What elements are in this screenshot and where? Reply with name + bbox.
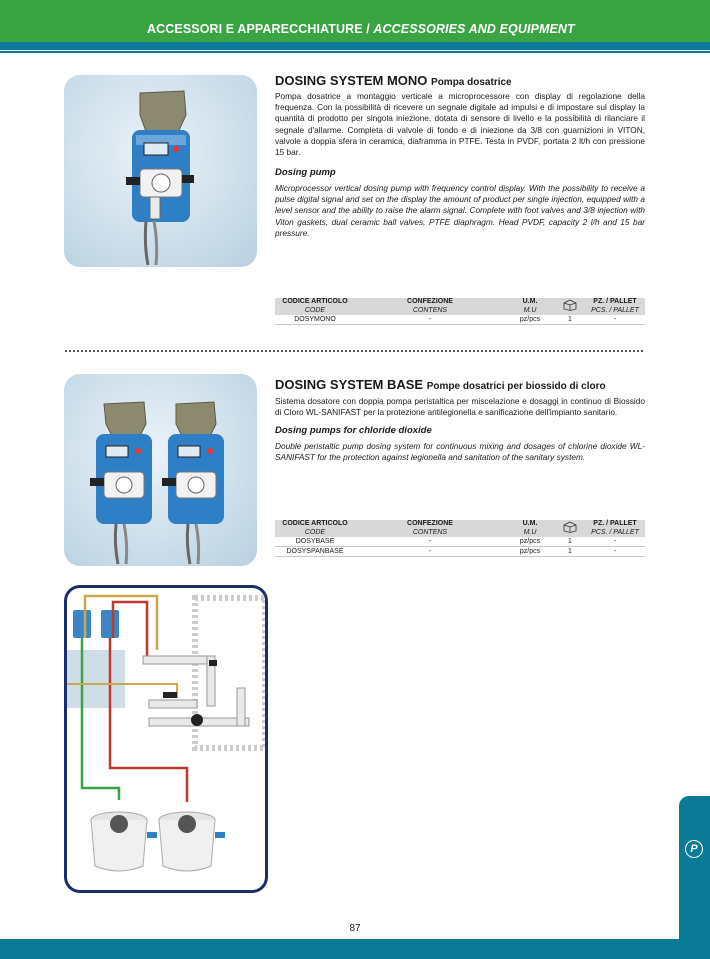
col-um: U.M. M.U [505, 298, 555, 315]
product-table-dosybase [275, 520, 645, 557]
cell-um: pz/pcs [505, 315, 555, 325]
header-bar [0, 0, 710, 42]
cell-box: 1 [555, 315, 585, 325]
col-code: CODICE ARTICOLO CODE [275, 298, 355, 315]
table-row [275, 547, 645, 557]
product-description-it-dosybase: Sistema dosatore con doppia pompa peristaltica per miscelazione e dosaggi in continuo di Biossido di Cloro WL-SANIFAST per la protezione antilegionella e sanificazione dell'impianto sanitario. [275, 396, 645, 418]
section-tab [679, 796, 710, 959]
footer-bar [0, 939, 710, 959]
col-pallet: PZ. / PALLET PCS. / PALLET [585, 298, 645, 315]
table-row [275, 315, 645, 325]
product-description-en-dosybase: Double peristaltic pump dosing system for continuous mixing and dosages of chlorine dioxide WL-SANIFAST for the protection against legionella and sanitation of the sanitary system. [275, 441, 645, 463]
cell-um: pz/pcs [505, 547, 555, 557]
product-photo-dosybase [64, 374, 257, 566]
col-um: U.M. M.U [505, 520, 555, 537]
table-header-row [275, 520, 645, 537]
cell-contents: - [355, 547, 505, 557]
product-subheading-en-dosybase: Dosing pumps for chloride dioxide [275, 425, 432, 436]
col-box [555, 520, 585, 537]
box-icon [562, 521, 578, 533]
cell-code: DOSYSPANBASE [275, 547, 355, 557]
section-divider [65, 350, 643, 352]
cell-pallet: - [585, 537, 645, 547]
product-description-it-dosymono: Pompa dosatrice a montaggio verticale a microprocessore con display di regolazione della frequenza. Con la possibilità di ricevere un segnale digitale ad impulsi e di impostare sul display la quantità di prodotto per singola iniezione, dotata di sensore di livello e la possibilità di rilanciare il segnale d'allarme. Completa di valvole di fondo e di iniezione da 3/8 con guarnizioni in VITON, valvole a doppia sfera in ceramica, diaframma in PTFE. Testa in PVDF, portata 2 lt/h con pressione 15 bar. [275, 91, 645, 158]
header-strip [0, 42, 710, 50]
section-title: ACCESSORI E APPARECCHIATURE / ACCESSORIES AND EQUIPMENT [147, 22, 575, 36]
col-code: CODICE ARTICOLO CODE [275, 520, 355, 537]
installation-diagram [64, 585, 268, 893]
product-title-dosybase: DOSING SYSTEM BASE Pompe dosatrici per biossido di cloro [275, 377, 606, 392]
table-header-row [275, 298, 645, 315]
col-box [555, 298, 585, 315]
table-row [275, 537, 645, 547]
section-tab-letter: P [685, 840, 703, 858]
col-contents: CONFEZIONE CONTENS [355, 298, 505, 315]
cell-code: DOSYMONO [275, 315, 355, 325]
cell-pallet: - [585, 315, 645, 325]
cell-pallet: - [585, 547, 645, 557]
product-subheading-en-dosymono: Dosing pump [275, 167, 336, 178]
product-title-dosymono: DOSING SYSTEM MONO Pompa dosatrice [275, 73, 512, 88]
page-number: 87 [349, 923, 361, 934]
product-table-dosymono [275, 298, 645, 325]
box-icon [562, 299, 578, 311]
col-pallet: PZ. / PALLET PCS. / PALLET [585, 520, 645, 537]
cell-um: pz/pcs [505, 537, 555, 547]
cell-box: 1 [555, 537, 585, 547]
cell-contents: - [355, 315, 505, 325]
cell-contents: - [355, 537, 505, 547]
cell-box: 1 [555, 547, 585, 557]
product-description-en-dosymono: Microprocessor vertical dosing pump with frequency control display. With the possibility to receive a pulse digital signal and set on the display the amount of product per single injection, equipped with a level sensor and the ability to raise the alarm signal. Complete with foot valves and 3/8 injection with Viton gaskets, dual ceramic ball valves, PTFE diaphragm. Head PVDF, capacity 2 l/h and 15 bar pressure. [275, 183, 645, 238]
cell-code: DOSYBASE [275, 537, 355, 547]
header-strip-line [0, 51, 710, 53]
product-photo-dosymono [64, 75, 257, 267]
col-contents: CONFEZIONE CONTENS [355, 520, 505, 537]
